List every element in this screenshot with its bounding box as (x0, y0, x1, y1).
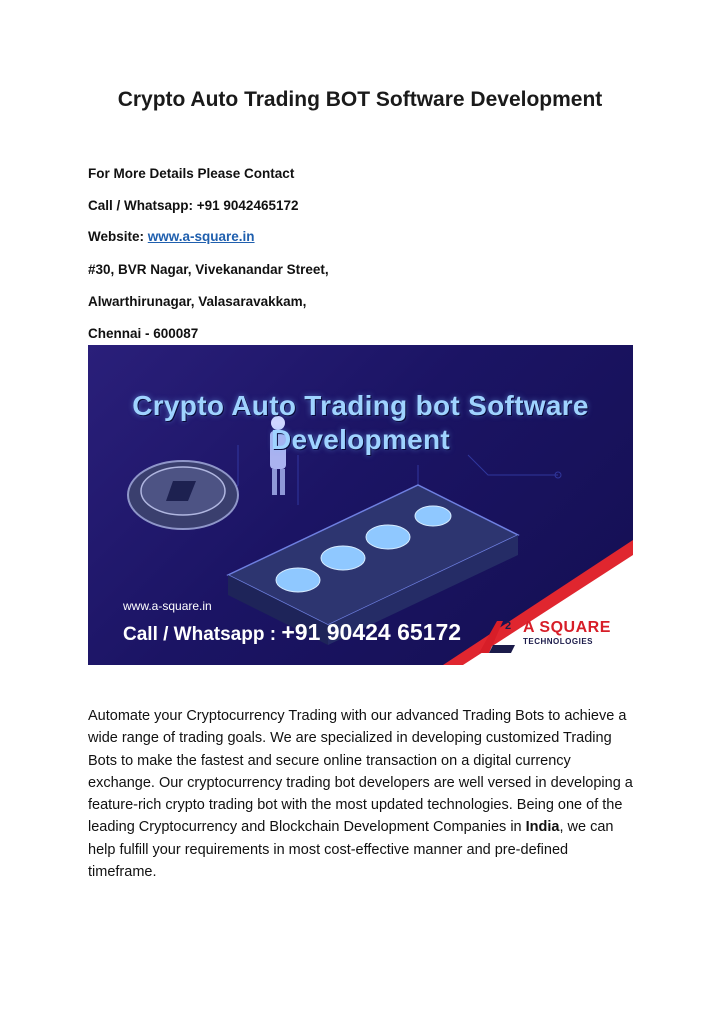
address-line-3: Chennai - 600087 (88, 326, 199, 341)
address-line-1: #30, BVR Nagar, Vivekanandar Street, (88, 262, 329, 277)
body-text-part-1: Automate your Cryptocurrency Trading with our advanced Trading Bots to achieve a wide range of trading goals. We are specialized in developing customized Trading Bots to make the fastest and secure online transaction on a digital currency exchange. Our cryptocurrency trading bot developers are well versed in developing a feature-rich crypto trading bot with the most updated technologies. Being one of the leading Cryptocurrency and Blockchain Development Companies in (88, 708, 633, 836)
banner-title (88, 389, 633, 457)
logo-subtitle: TECHNOLOGIES (523, 637, 594, 646)
contact-phone: Call / Whatsapp: +91 9042465172 (88, 198, 299, 213)
logo-superscript: 2 (505, 620, 512, 632)
body-text-bold: India (525, 819, 560, 836)
banner-website: www.a-square.in (123, 599, 212, 613)
address-line-2: Alwarthirunagar, Valasaravakkam, (88, 294, 307, 309)
crypto-coin-graphic (128, 461, 238, 529)
a-square-logo (475, 615, 625, 657)
body-paragraph (88, 705, 640, 883)
contact-heading: For More Details Please Contact (88, 166, 295, 181)
banner-call-number: +91 90424 65172 (281, 619, 462, 645)
banner-title-line-1: Crypto Auto Trading bot Software (132, 390, 589, 421)
page-title: Crypto Auto Trading BOT Software Development (117, 88, 603, 111)
banner-call-label: Call / Whatsapp : (123, 624, 282, 645)
banner-call (123, 619, 461, 646)
body-text-part-2: , we can help fulfill your requirements in most cost-effective manner and pre-defined timeframe. (88, 819, 614, 881)
website-link[interactable]: www.a-square.in (147, 229, 255, 244)
website-label: Website: (88, 229, 148, 244)
contact-website (88, 229, 255, 244)
promo-banner-image (88, 345, 633, 665)
banner-title-line-2: Development (270, 424, 451, 455)
a-square-logo-icon (475, 615, 521, 657)
logo-name: A SQUARE (523, 619, 611, 636)
